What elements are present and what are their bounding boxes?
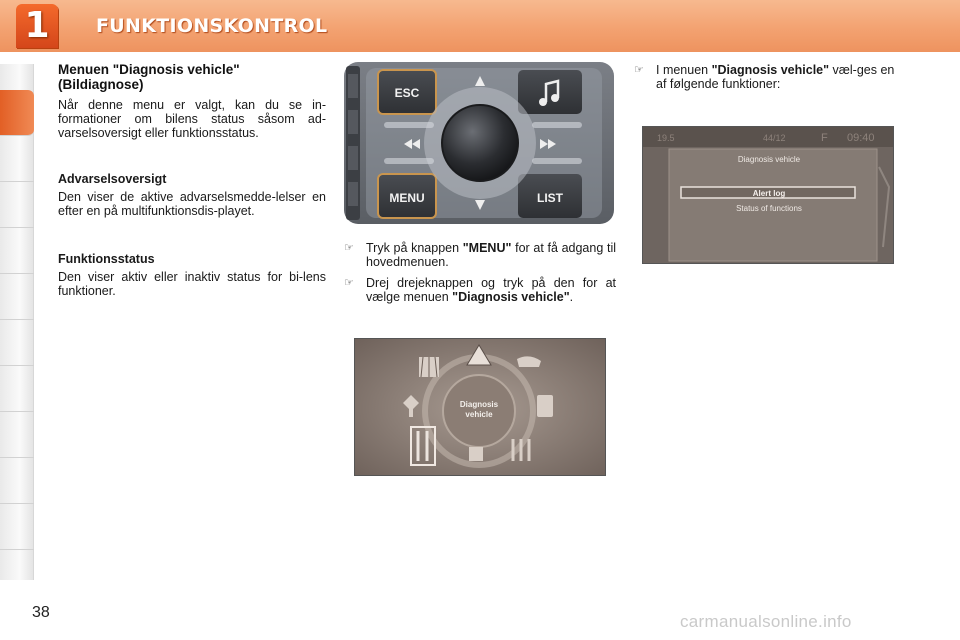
- function-status-text: Den viser aktiv eller inaktiv status for bi-lens funktioner.: [58, 270, 326, 298]
- column-left: [58, 62, 326, 298]
- bullet-text: Drej drejeknappen og tryk på den for at vælge menuen: [366, 276, 616, 304]
- bullet-text: .: [569, 289, 574, 304]
- diagnosis-title: Diagnosis vehicle: [737, 155, 801, 164]
- settings-icon: [469, 447, 483, 461]
- status-clock: 09:40: [847, 132, 875, 144]
- menu-button-ref: "MENU": [462, 241, 512, 255]
- bullet-text: I menuen: [656, 63, 712, 77]
- alert-overview-text: Den viser de aktive advarselsmedde-lelser en efter en på multifunktionsdis-playet.: [58, 190, 326, 218]
- side-tab[interactable]: [0, 458, 34, 504]
- status-of-functions-option[interactable]: Status of functions: [736, 204, 802, 213]
- menu-button-label: MENU: [389, 191, 425, 205]
- list-button-label: LIST: [537, 191, 563, 205]
- list-item: [634, 64, 908, 91]
- diagnosis-menu-ref: "Diagnosis vehicle": [711, 63, 830, 77]
- diagnosis-screen-photo: [642, 126, 894, 264]
- section-title: Menuen "Diagnosis vehicle" (Bildiagnose): [58, 62, 240, 92]
- bullet-text: Tryk på knappen: [366, 241, 463, 255]
- side-tab-active[interactable]: [0, 90, 34, 136]
- side-tab[interactable]: [0, 136, 34, 182]
- trip-icon: [537, 395, 553, 417]
- side-tab-rail: [0, 64, 34, 580]
- menu-screen-photo: [354, 338, 606, 476]
- list-item: [344, 277, 616, 304]
- road-icon: [419, 357, 439, 377]
- side-tab[interactable]: [0, 182, 34, 228]
- bullet-text: for at få adgang til hovedmenuen.: [366, 241, 616, 269]
- pointing-hand-icon: ☞: [344, 277, 354, 289]
- chapter-number: 1: [24, 5, 50, 46]
- side-tab[interactable]: [0, 504, 34, 550]
- svg-text:vehicle: vehicle: [465, 410, 493, 419]
- diagnosis-menu-ref: "Diagnosis vehicle": [452, 289, 570, 304]
- status-date: 44/12: [763, 133, 786, 143]
- control-panel-photo: [344, 62, 614, 224]
- heading-alert-overview: Advarselsoversigt: [58, 172, 167, 186]
- instruction-list: [344, 242, 616, 312]
- side-tab[interactable]: [0, 274, 34, 320]
- alert-log-label: Alert log: [752, 189, 786, 198]
- status-f: F: [821, 132, 828, 144]
- pointing-hand-icon: ☞: [634, 64, 644, 76]
- bullet-text: væl-ges en af følgende funktioner:: [656, 63, 895, 91]
- pointing-hand-icon: ☞: [344, 242, 354, 254]
- rotary-knob-icon: [442, 105, 518, 181]
- side-tab[interactable]: [0, 228, 34, 274]
- watermark: carmanualsonline.info: [680, 612, 852, 631]
- status-odometer: 19.5: [657, 133, 675, 143]
- page-number: 38: [32, 604, 50, 621]
- instruction-list-right: [634, 64, 908, 99]
- svg-text:Diagnosis: Diagnosis: [459, 400, 499, 409]
- intro-paragraph: Når denne menu er valgt, kan du se in-formationer om bilens status såsom ad-varselsoversigt eller funktionsstatus.: [58, 98, 326, 140]
- side-tab[interactable]: [0, 412, 34, 458]
- page-title: FUNKTIONSKONTROL: [96, 15, 328, 37]
- heading-function-status: Funktionsstatus: [58, 252, 155, 266]
- side-tab[interactable]: [0, 320, 34, 366]
- esc-button-label: ESC: [394, 86, 420, 100]
- side-tab[interactable]: [0, 366, 34, 412]
- list-item: [344, 242, 616, 269]
